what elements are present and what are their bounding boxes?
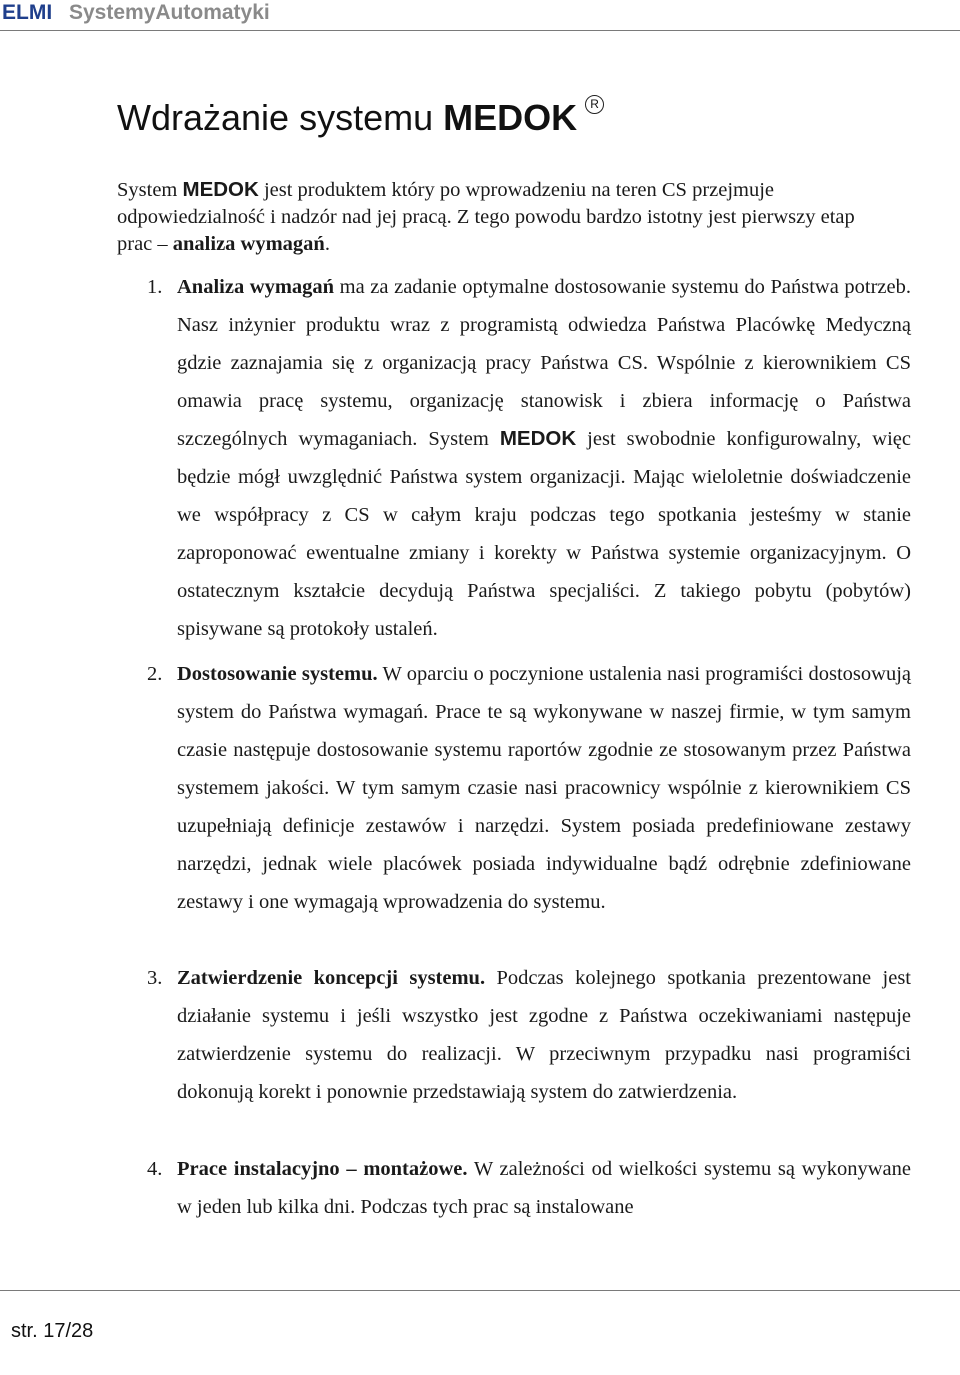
list-item-number: 4. [147, 1158, 163, 1180]
registered-trademark-icon: R [585, 95, 604, 114]
header-product-name: SystemyAutomatyki [69, 1, 270, 24]
footer-divider [0, 1290, 960, 1291]
list-item-number: 1. [147, 276, 163, 298]
intro-emphasis: analiza wymagań [172, 233, 325, 255]
list-item-number: 2. [147, 663, 163, 685]
list-item-number: 3. [147, 967, 163, 989]
page-number: str. 17/28 [11, 1320, 94, 1342]
list-item-body: Podczas kolejnego spotkania prezentowane jest działanie systemu i jeśli wszystko jest zgodne z Państwa oczekiwaniami następuje zatwierdzenie systemu do realizacji. W przeciwnym przypadku nasi programiści dokonują korekt i ponownie przedstawiają system do zatwierdzenia. [177, 967, 912, 1103]
list-item-body: W zależności od wielkości systemu są wykonywane w jeden lub kilka dni. Podczas tych prac są instalowane [177, 1158, 911, 1218]
intro-text-start: System [117, 179, 183, 201]
page-header [0, 0, 960, 31]
list-item-brand: MEDOK [499, 427, 577, 450]
intro-text-end: . [324, 233, 330, 255]
list-item-text [177, 1150, 911, 1226]
list-item-text [177, 268, 911, 648]
list-item-text [177, 655, 911, 921]
list-item-text [177, 959, 911, 1111]
list-item-body: ma za zadanie optymalne dostosowanie systemu do Państwa potrzeb. Nasz inżynier produktu wraz z programistą odwiedza Państwa Placówkę Medyczną gdzie zaznajamia się z organizacją pracy Państwa CS. Wspólnie z kierownikiem CS omawia pracę systemu, organizację stanowisk i zbiera informację o Państwa szczególnych wymaganiach. System [177, 276, 911, 450]
list-item-heading: Analiza wymagań [177, 276, 335, 298]
intro-brand: MEDOK [182, 178, 259, 201]
intro-text-middle: jest produktem który po wprowadzeniu na teren CS przejmuje odpowiedzialność i nadzór nad jej pracą. Z tego powodu bardzo istotny jest pierwszy etap prac – [117, 179, 855, 255]
header-brand: ELMI [2, 1, 53, 24]
document-title [117, 95, 604, 139]
list-item-heading: Zatwierdzenie koncepcji systemu. [177, 967, 486, 989]
list-item-heading: Dostosowanie systemu. [177, 663, 378, 685]
title-prefix: Wdrażanie systemu [117, 97, 444, 138]
list-item-body: W oparciu o poczynione ustalenia nasi programiści dostosowują system do Państwa wymagań. Prace te są wykonywane w naszej firmie, w tym samym czasie następuje dostosowanie systemu raportów zgodnie ze stosowanym przez Państwa systemem jakości. W tym samym czasie nasi pracownicy wspólnie z kierownikiem CS uzupełniają definicje zestawów i narzędzi. System posiada predefiniowane zestawy narzędzi, jednak wiele placówek posiada indywidualne bądź odrębnie zdefiniowane zestawy i one wymagają wprowadzenia do systemu. [177, 663, 911, 913]
list-item-heading: Prace instalacyjno – montażowe. [177, 1158, 468, 1180]
intro-paragraph [117, 176, 887, 258]
title-brand: MEDOK [443, 97, 578, 138]
list-item-body-continued: jest swobodnie konfigurowalny, więc będzie mógł uwzględnić Państwa system organizacji. Mając wieloletnie doświadczenie we współpracy z CS w całym kraju podczas tego spotkania jesteśmy w stanie zaproponować ewentualne zmiany i korekty w Państwa systemie organizacyjnym. O ostatecznym kształcie decydują Państwa specjaliści. Z takiego pobytu (pobytów) spisywane są protokoły ustaleń. [177, 428, 911, 640]
